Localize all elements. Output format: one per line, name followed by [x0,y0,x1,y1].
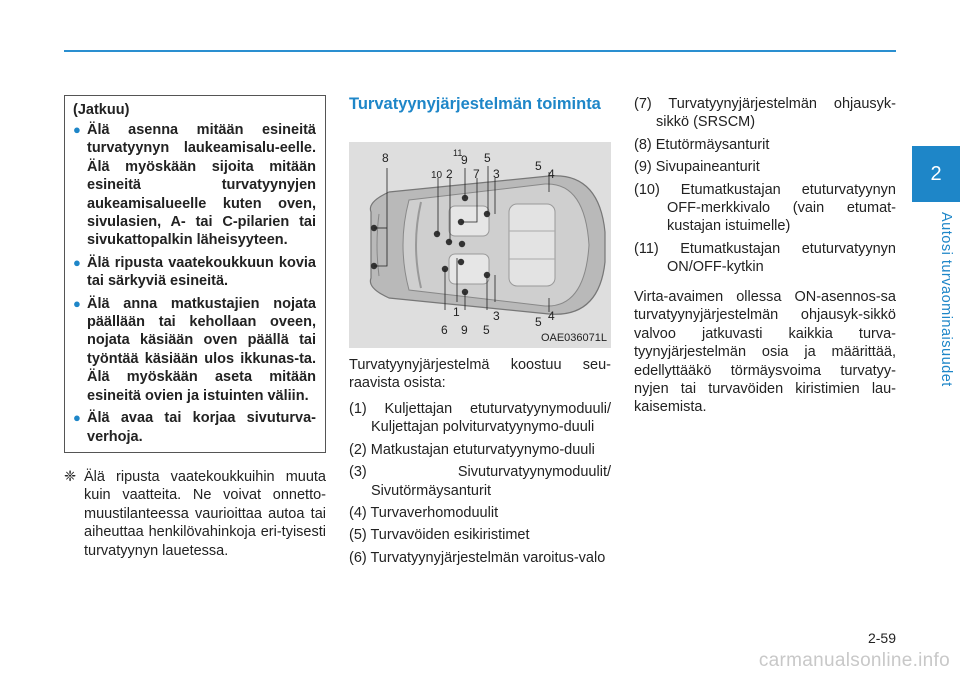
bullet-dot-icon: ● [73,295,81,311]
section-title: Turvatyynyjärjestelmän toiminta [349,95,601,113]
intro-text: Turvatyynyjärjestelmä koostuu seu-raavista osista: [349,357,611,392]
chapter-number: 2 [930,162,942,185]
callout-label: 10 [431,170,443,181]
callout-label: 3 [493,167,500,181]
warning-title: (Jatkuu) [73,102,130,118]
component-item: (3) Sivuturvatyynymoduulit/ Sivutörmäysanturit [349,464,611,499]
callout-label: 7 [473,167,480,181]
figure-code: OAE036071L [540,332,607,344]
warning-item: ● Älä asenna mitään esineitä turvatyynyn laukeamisalu-eelle. Älä myöskään sijoita mitään esineitä turvatyynyjen aukeamisalueelle kuten oven, sivulasien, A- tai C-pilarien tai sivukattopalkin läheisyyteen. [73,122,316,249]
chapter-tab [912,146,960,202]
chapter-label: Autosi turvaominaisuudet [938,212,954,387]
note-text: Älä ripusta vaatekoukkuihin muuta kuin vaatteita. Ne voivat onnetto-muustilanteessa vaurioittaa autoa tai aiheuttaa henkilövahinkoja eri-tyisesti turvatyynyn lauetessa. [84,469,326,559]
component-item: (8) Etutörmäysanturit [634,136,770,153]
component-item: (6) Turvatyynyjärjestelmän varoitus-valo [349,549,606,566]
warning-list [73,121,316,446]
callout-label: 5 [483,323,490,337]
warning-item: ● Älä avaa tai korjaa sivuturva-verhoja. [73,410,316,445]
callout-label: 9 [461,153,468,167]
watermark-text: carmanualsonline.info [758,650,950,671]
component-item: (1) Kuljettajan etuturvatyynymoduuli/ Kuljettajan polviturvatyynymo-duuli [349,401,611,436]
body-paragraph: Virta-avaimen ollessa ON-asennos-sa turvatyynyjärjestelmän ohjausyk-sikkö valvoo jatkuvasti kaikkia turva-tyynyjärjestelmän osia ja määrittää, edellyttääkö törmäysvoima turvatyy-nyjen tai turvavöiden kiristimien lau-kaisemista. [634,289,896,416]
callout-label: 1 [453,305,460,319]
bullet-dot-icon: ● [73,410,81,426]
callout-label: 3 [493,309,500,323]
note-symbol-icon: ❈ [64,469,77,485]
callout-label: 9 [461,323,468,337]
bullet-dot-icon: ● [73,122,81,137]
header-rule [64,50,896,52]
component-item: (7) Turvatyynyjärjestelmän ohjausyk-sikkö (SRSCM) [634,96,896,131]
component-item: (2) Matkustajan etuturvatyynymo-duuli [349,441,595,458]
callout-label: 5 [484,151,491,165]
warning-item: ● Älä ripusta vaatekoukkuun kovia tai särkyviä esineitä. [73,254,316,290]
airbag-system-figure [349,142,611,348]
callout-label: 4 [548,309,555,323]
callout-label: 6 [441,323,448,337]
component-list-left [349,400,611,571]
page-number: 2-59 [867,630,896,646]
callout-label: 4 [548,167,555,181]
callout-label: 11 [453,148,463,158]
car-topview-illustration [349,142,611,348]
component-item: (4) Turvaverhomoduulit [349,505,499,522]
component-item: (10) Etumatkustajan etuturvatyynyn OFF-merkkivalo (vain etumat-kustajan istuimelle) [634,181,896,235]
component-item: (9) Sivupaineanturit [634,159,760,176]
component-item: (5) Turvavöiden esikiristimet [349,527,530,544]
warning-item: ● Älä anna matkustajien nojata päällään tai kehollaan oveen, nojata käsiään oven päällä tai työntää käsiään ulos ikkunas-ta. Älä myöskään aseta mitään esineitä ovien ja istuinten väliin. [73,295,316,404]
warning-box [64,95,326,453]
component-list-right [634,95,896,281]
bullet-dot-icon: ● [73,254,81,270]
component-item: (11) Etumatkustajan etuturvatyynyn ON/OFF-kytkin [634,240,896,276]
callout-label: 5 [535,159,542,173]
callout-label: 8 [382,151,389,165]
callout-label: 2 [446,167,453,181]
callout-label: 5 [535,315,542,329]
note-paragraph [64,468,326,560]
